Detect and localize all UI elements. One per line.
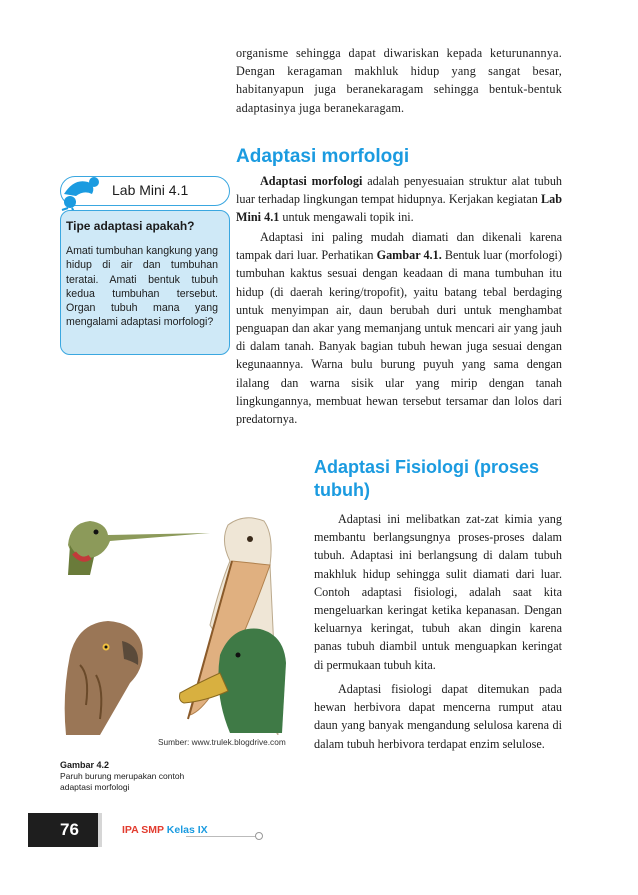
morfologi-paragraph-1 bbox=[236, 172, 562, 227]
intro-paragraph bbox=[236, 44, 562, 117]
hummingbird-head bbox=[68, 521, 210, 575]
footer-divider bbox=[98, 813, 102, 847]
lab-mini-title: Lab Mini 4.1 bbox=[112, 182, 189, 198]
text-run: Adaptasi ini melibatkan zat-zat kimia yang membantu berlangsungnya proses-proses dalam tubuh. Adaptasi ini berlangsung di dalam tubuh makhluk hidup sehingga sulit diamati dari luar. Contoh adaptasi fisiologi, adalah saat kita mengeluarkan keringat ketika kepanasan. Dengan keluarnya keringat, tubuh akan dingin karena panas tubuh diambil untuk menguapkan keringat di permukaan tubuh kita. bbox=[314, 512, 562, 672]
section-heading-morfologi: Adaptasi morfologi bbox=[236, 146, 410, 167]
book-title bbox=[122, 824, 208, 836]
text-run: Bentuk luar (morfologi) tumbuhan kaktus sesuai dengan keadaan di mana tumbuhan itu hidup (di daerah kering/tropofit), yaitu batang tebal berdaging untuk menyimpan air, daun berubah duri untuk menghambat penguapan dan akar yang memanjang untuk mencari air yang jauh di dalam tanah. Banyak bagian tubuh hewan juga sesuai dengan kegunaannya. Warna bulu burung puyuh yang sama dengan ilalang dan warna sisik ular yang mirip dengan tanah lingkungannya, membuat hewan tersebut tersamar dan lolos dari predatornya. bbox=[236, 248, 563, 427]
fisiologi-paragraph-1 bbox=[314, 510, 562, 674]
bird-beaks-illustration bbox=[60, 505, 310, 735]
figure-caption-title: Gambar 4.2 bbox=[60, 760, 110, 770]
figure-ref: Gambar 4.1. bbox=[376, 248, 442, 263]
text-run: Adaptasi ini paling mudah diamati dan dikenali karena tampak dari luar. Perhatikan bbox=[236, 230, 562, 263]
section-heading-fisiologi: Adaptasi Fisiologi (proses tubuh) bbox=[314, 457, 540, 500]
intro-text: organisme sehingga dapat diwariskan kepada keturunannya. Dengan keragaman makhluk hidup yang sangat besar, habitanyapun juga beranekaragam sehingga bentuk-bentuk adaptasinya juga beranekaragam. bbox=[236, 46, 562, 115]
footer-dot-ornament bbox=[255, 832, 263, 840]
raptor-head bbox=[65, 621, 143, 735]
page-number: 76 bbox=[60, 820, 79, 839]
morfologi-paragraph-2 bbox=[236, 228, 562, 428]
duck-head bbox=[180, 629, 287, 733]
fisiologi-paragraph-2 bbox=[314, 680, 562, 753]
footer-rule bbox=[186, 836, 256, 837]
figure-caption-text: Paruh burung merupakan contoh adaptasi morfologi bbox=[60, 771, 185, 792]
text-run: adalah penyesuaian struktur alat tubuh luar terhadap lingkungan tempat hidupnya. Kerjakan kegiatan bbox=[236, 174, 563, 207]
book-title-kelas: Kelas IX bbox=[166, 824, 208, 836]
book-title-smp: SMP bbox=[141, 824, 164, 836]
text-run: untuk mengawali topik ini. bbox=[279, 210, 414, 225]
book-title-ipa: IPA bbox=[122, 824, 139, 836]
lab-mini-icon bbox=[58, 172, 104, 212]
lab-ref: Lab Mini 4.1 bbox=[236, 192, 562, 225]
term-bold: Adaptasi morfologi bbox=[260, 174, 363, 188]
page-number-block bbox=[28, 813, 98, 847]
lab-mini-text: Amati tumbuhan kangkung yang hidup di air dan tumbuhan teratai. Amati bentuk tubuh kedua tumbuhan tersebut. Organ tubuh mana yang mengalami adaptasi morfologi? bbox=[66, 245, 218, 329]
text-run: Adaptasi fisiologi dapat ditemukan pada hewan herbivora dapat mencerna rumput atau daun yang banyak mengandung selulosa karena di dalam tubuh herbivora terdapat enzim selulose. bbox=[314, 682, 562, 751]
lab-mini-question: Tipe adaptasi apakah? bbox=[66, 219, 195, 233]
figure-source: Sumber: www.trulek.blogdrive.com bbox=[158, 737, 286, 747]
